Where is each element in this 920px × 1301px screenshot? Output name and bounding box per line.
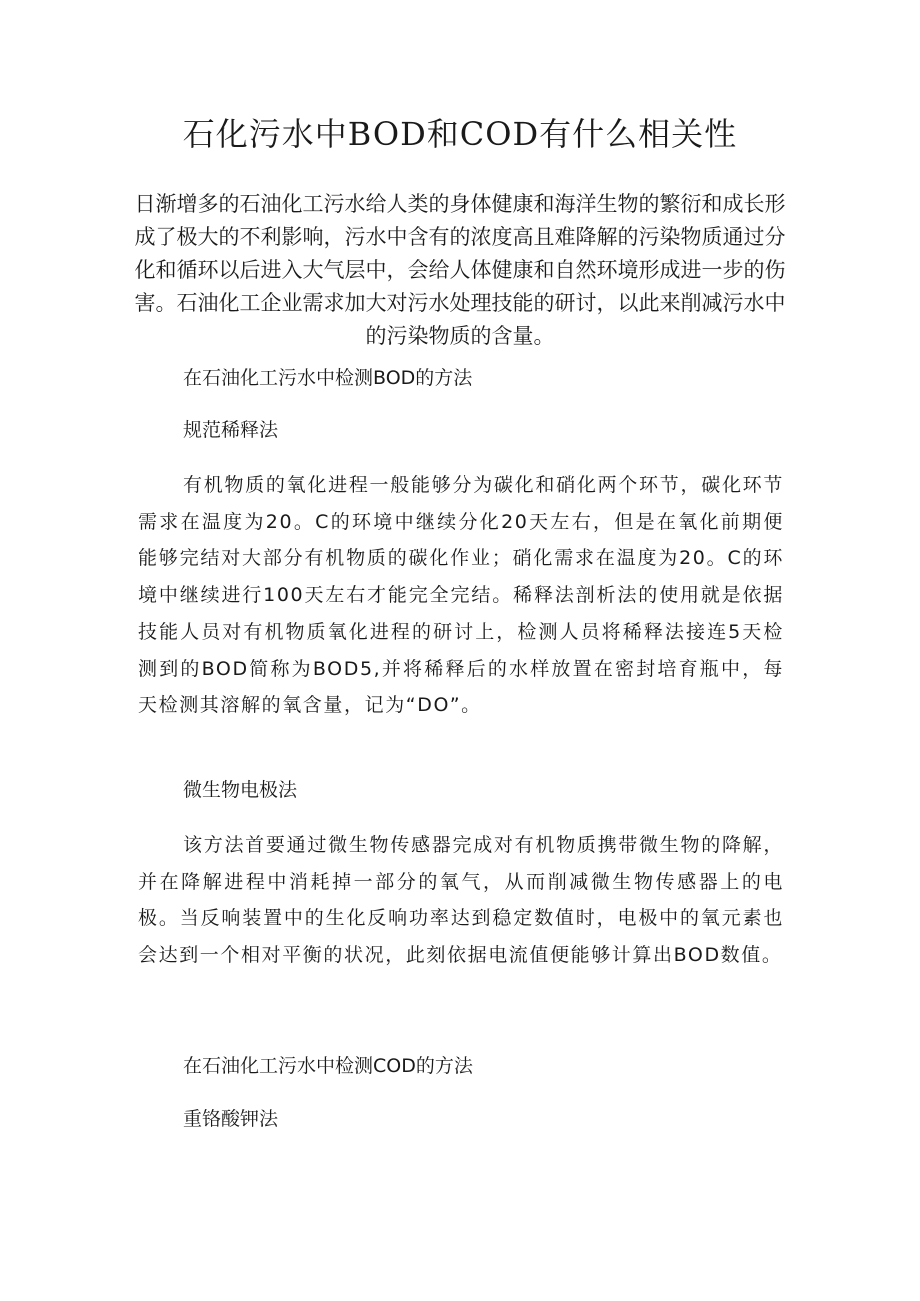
paragraph-dilution-method: 有机物质的氧化进程一般能够分为碳化和硝化两个环节，碳化环节需求在温度为20。C的环境中继续分化20天左右，但是在氧化前期便能够完结对大部分有机物质的碳化作业；硝化需求在温度为20。C的环境中继续进行100天左右才能完全完结。稀释法剖析法的使用就是依据技能人员对有机物质氧化进程的研讨上，检测人员将稀释法接连5天检测到的BOD简称为BOD5,并将稀释后的水样放置在密封培育瓶中，每天检测其溶解的氧含量，记为“DO”。 — [138, 474, 784, 717]
document-title: 石化污水中BOD和COD有什么相关性 — [182, 115, 738, 153]
abstract-paragraph: 日渐增多的石油化工污水给人类的身体健康和海洋生物的繁衍和成长形成了极大的不利影响，污水中含有的浓度高且难降解的污染物质通过分化和循环以后进入大气层中，会给人体健康和自然环境形成进一步的伤害。石油化工企业需求加大对污水处理技能的研讨，以此来削减污水中的污染物质的含量。 — [134, 192, 786, 348]
section-heading-bod: 在石油化工污水中检测BOD的方法 — [183, 367, 473, 389]
method-heading-dilution: 规范稀释法 — [183, 419, 279, 441]
method-heading-dichromate: 重铬酸钾法 — [183, 1108, 279, 1130]
method-heading-microbial-electrode: 微生物电极法 — [183, 779, 298, 801]
paragraph-microbial-electrode-method: 该方法首要通过微生物传感器完成对有机物质携带微生物的降解，并在降解进程中消耗掉一部分的氧气，从而削减微生物传感器上的电极。当反响装置中的生化反响功率达到稳定数值时，电极中的氧元素也会达到一个相对平衡的状况，此刻依据电流值便能够计算出BOD数值。 — [138, 834, 784, 967]
section-heading-cod: 在石油化工污水中检测COD的方法 — [183, 1055, 473, 1077]
